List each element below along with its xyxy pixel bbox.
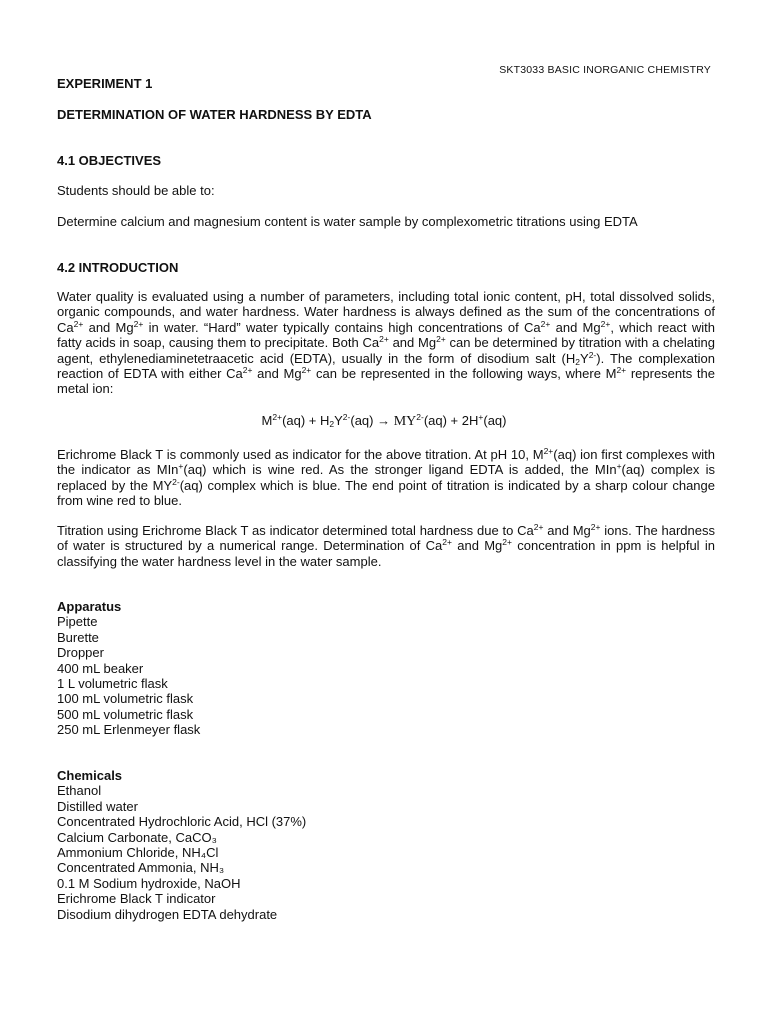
chemicals-item: Distilled water	[57, 798, 138, 814]
introduction-paragraph-3: Titration using Erichrome Black T as indicator determined total hardness due to $Ca^{2+}$ and $Mg^{2+}$ ions. The hardness of water is structured by a numerical range. Determination of $Ca^{2+}$ and $Mg^{2+}$ concentration in ppm is helpful in classifying the water hardness level in the water sample.	[57, 522, 715, 569]
apparatus-item: 500 mL volumetric flask	[57, 706, 194, 722]
apparatus-section	[57, 599, 200, 738]
apparatus-heading: Apparatus	[57, 599, 122, 614]
experiment-title: DETERMINATION OF WATER HARDNESS BY EDTA	[57, 107, 372, 122]
chemicals-item: Disodium dihydrogen EDTA dehydrate	[57, 906, 278, 922]
chemicals-item: Concentrated Hydrochloric Acid, HCl (37%)	[57, 814, 307, 830]
apparatus-item: 100 mL volumetric flask	[57, 691, 194, 707]
chemicals-section	[57, 768, 306, 922]
chemicals-heading: Chemicals	[57, 768, 123, 783]
course-header: SKT3033 BASIC INORGANIC CHEMISTRY	[499, 64, 711, 76]
apparatus-item: 400 mL beaker	[57, 660, 144, 676]
complexation-equation: $M^{2+}(aq) + H_2Y^{2-}(aq) \to MY^{2-}(aq) + 2H^+(aq)$	[261, 412, 507, 429]
experiment-number: EXPERIMENT 1	[57, 76, 153, 91]
chemicals-item: Ammonium Chloride, NH₄Cl	[57, 845, 219, 861]
chemicals-item: Calcium Carbonate, CaCO₃	[57, 829, 217, 845]
objectives-heading: 4.1 OBJECTIVES	[57, 153, 162, 168]
chemicals-item: Erichrome Black T indicator	[57, 891, 216, 907]
apparatus-item: 250 mL Erlenmeyer flask	[57, 722, 201, 738]
objectives-lead: Students should be able to:	[57, 183, 215, 198]
introduction-paragraph-1: Water quality is evaluated using a number of parameters, including total ionic content, pH, total dissolved solids, organic compounds, and water hardness. Water hardness is always defined as the sum of the concentrations of $Ca^{2+}$ and $Mg^{2+}$ in water. “Hard” water typically contains high concentrations of $Ca^{2+}$ and $Mg^{2+}$, which react with fatty acids in soap, causing them to precipitate. Both $Ca^{2+}$ and $Mg^{2+}$ can be determined by titration with a chelating agent, ethylenediaminetetraacetic acid (EDTA), usually in the form of disodium salt $(H_2Y^{2-})$. The complexation reaction of EDTA with either $Ca^{2+}$ and $Mg^{2+}$ can be represented in the following ways, where $M^{2+}$ represents the metal ion:	[57, 289, 716, 397]
apparatus-item: Burette	[57, 629, 99, 645]
apparatus-item: Dropper	[57, 645, 104, 661]
apparatus-item: Pipette	[57, 614, 98, 630]
chemicals-item: Ethanol	[57, 783, 102, 799]
chemicals-item: Concentrated Ammonia, NH₃	[57, 860, 225, 876]
apparatus-item: 1 L volumetric flask	[57, 676, 168, 692]
objectives-item: Determine calcium and magnesium content is water sample by complexometric titrations using EDTA	[57, 214, 638, 229]
introduction-heading: 4.2 INTRODUCTION	[57, 260, 179, 275]
introduction-paragraph-2: Erichrome Black T is commonly used as indicator for the above titration. At pH 10, $M^{2+}(aq)$ ion first complexes with the indicator as MIn+(aq) which is wine red. As the stronger ligand EDTA is added, the MIn+(aq) complex is replaced by the $MY^{2-}(aq)$ complex which is blue. The end point of titration is indicated by a sharp colour change from wine red to blue.	[57, 446, 715, 509]
chemicals-item: 0.1 M Sodium hydroxide, NaOH	[57, 875, 241, 891]
